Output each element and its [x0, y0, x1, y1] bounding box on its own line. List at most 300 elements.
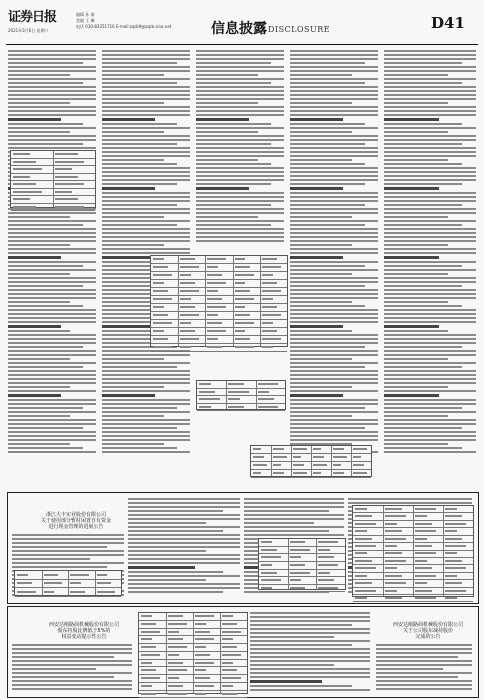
- table-cell: [180, 322, 191, 324]
- table-cell: [353, 448, 367, 450]
- table-cell: [153, 266, 168, 268]
- text-line: [384, 346, 462, 348]
- text-line: [290, 403, 378, 405]
- text-line: [290, 200, 378, 202]
- text-line: [290, 386, 352, 388]
- text-line: [384, 78, 476, 80]
- text-line: [384, 102, 448, 104]
- text-line: [102, 94, 190, 96]
- text-line: [290, 86, 378, 88]
- text-line: [290, 58, 378, 60]
- text-line: [290, 427, 365, 429]
- text-line: [12, 538, 124, 540]
- text-line: [376, 668, 443, 670]
- text-line: [384, 261, 476, 263]
- text-line: [290, 431, 378, 433]
- table-cell: [385, 538, 406, 540]
- text-line: [384, 451, 476, 453]
- table-cell: [17, 591, 36, 593]
- text-line: [290, 208, 378, 210]
- text-line: [128, 558, 240, 560]
- table-cell: [195, 693, 206, 695]
- text-line: [196, 192, 284, 194]
- text-line: [384, 143, 462, 145]
- text-line: [384, 378, 476, 380]
- table-cell: [44, 574, 59, 576]
- text-line: [384, 179, 476, 181]
- table-cell: [195, 669, 206, 671]
- table-row: [151, 280, 287, 288]
- text-line: [8, 366, 83, 368]
- text-line: [384, 394, 439, 397]
- table-cell: [262, 290, 281, 292]
- table-divider: [226, 381, 227, 409]
- text-line: [250, 644, 352, 646]
- text-line: [290, 293, 378, 295]
- table-cell: [262, 322, 273, 324]
- table-cell: [290, 541, 306, 543]
- table-cell: [385, 508, 402, 510]
- text-line: [290, 82, 365, 84]
- dateline: 2021年3月6日 星期六: [8, 28, 49, 33]
- text-line: [102, 183, 177, 185]
- text-line: [384, 187, 439, 190]
- text-line: [196, 212, 284, 214]
- table-cell: [207, 298, 222, 300]
- text-line: [290, 411, 378, 413]
- text-line: [8, 321, 96, 323]
- table-cell: [313, 448, 321, 450]
- text-line: [384, 74, 448, 76]
- text-line: [102, 187, 155, 190]
- text-line: [8, 94, 96, 96]
- text-line: [102, 256, 155, 259]
- text-line: [196, 58, 284, 60]
- table-divider: [233, 256, 234, 346]
- editor-line-2: 美编 王 琳: [76, 18, 95, 23]
- text-line: [384, 90, 476, 92]
- text-line: [8, 439, 96, 441]
- text-line: [290, 147, 378, 149]
- text-line: [8, 346, 83, 348]
- text-line: [290, 70, 378, 72]
- text-line: [290, 224, 365, 226]
- text-line: [12, 660, 132, 662]
- text-line: [196, 110, 284, 112]
- text-line: [290, 370, 378, 372]
- table-cell: [195, 631, 210, 633]
- text-line: [384, 289, 476, 291]
- text-line: [102, 386, 164, 388]
- text-line: [290, 317, 378, 319]
- table-cell: [385, 552, 402, 554]
- text-line: [196, 216, 258, 218]
- table-cell: [195, 615, 214, 617]
- table-cell: [235, 314, 250, 316]
- text-line: [196, 62, 271, 64]
- text-line: [12, 668, 96, 670]
- table-row: [151, 328, 287, 336]
- text-line: [102, 163, 177, 165]
- table-divider: [220, 613, 221, 693]
- text-line: [290, 94, 378, 96]
- text-line: [290, 261, 378, 263]
- text-line: [250, 624, 352, 626]
- text-line: [290, 143, 365, 145]
- text-line: [102, 394, 155, 397]
- text-line: [12, 542, 124, 544]
- table-cell: [180, 314, 199, 316]
- announcement-2-line-3: 权益变动提示性公告: [61, 634, 107, 640]
- text-line: [128, 506, 240, 508]
- text-line: [290, 78, 378, 80]
- text-line: [8, 62, 83, 64]
- text-line: [102, 123, 177, 125]
- text-line: [290, 269, 378, 271]
- text-line: [102, 415, 164, 417]
- section-title: 信息披露: [211, 21, 267, 37]
- text-line: [384, 220, 476, 222]
- table-cell: [290, 587, 306, 589]
- text-line: [196, 94, 284, 96]
- text-line: [384, 334, 476, 336]
- text-line: [384, 62, 462, 64]
- table-cell: [55, 191, 72, 193]
- text-line: [290, 325, 343, 328]
- text-line: [290, 123, 365, 125]
- text-line: [290, 354, 378, 356]
- text-line: [290, 407, 365, 409]
- text-line: [8, 224, 83, 226]
- table-cell: [262, 314, 281, 316]
- text-line: [250, 636, 334, 638]
- text-line: [384, 297, 476, 299]
- text-line: [376, 680, 472, 682]
- text-line: [102, 118, 155, 121]
- text-line: [384, 447, 462, 449]
- text-line: [384, 309, 476, 311]
- table-cell: [353, 456, 361, 458]
- text-line: [290, 216, 352, 218]
- table-cell: [13, 176, 30, 178]
- table-row: [259, 562, 345, 570]
- text-line: [384, 273, 448, 275]
- text-line: [102, 378, 190, 380]
- table-cell: [222, 654, 241, 656]
- text-line: [8, 228, 96, 230]
- table-cell: [333, 448, 344, 450]
- text-line: [8, 135, 96, 137]
- table-cell: [293, 456, 301, 458]
- text-line: [250, 685, 352, 687]
- table-row: [197, 404, 285, 412]
- table-cell: [235, 282, 246, 284]
- text-line: [12, 680, 132, 682]
- text-line: [196, 236, 284, 238]
- text-line: [384, 82, 462, 84]
- text-line: [290, 244, 352, 246]
- text-line: [12, 676, 114, 678]
- text-line: [384, 443, 448, 445]
- text-line: [102, 407, 177, 409]
- text-line: [376, 664, 472, 666]
- table-cell: [13, 198, 30, 200]
- text-line: [102, 443, 164, 445]
- table-row: [259, 570, 345, 578]
- text-line: [128, 583, 240, 585]
- text-line: [376, 660, 472, 662]
- text-line: [250, 620, 370, 622]
- text-line: [384, 244, 448, 246]
- text-line: [8, 407, 83, 409]
- text-line: [12, 566, 107, 568]
- upper-table-3: [196, 380, 286, 410]
- table-cell: [207, 266, 218, 268]
- text-line: [384, 114, 476, 116]
- table-cell: [235, 306, 246, 308]
- table-cell: [13, 161, 36, 163]
- text-line: [196, 86, 284, 88]
- table-cell: [207, 322, 222, 324]
- table-cell: [445, 523, 466, 525]
- text-line: [384, 431, 476, 433]
- table-divider: [256, 381, 257, 409]
- text-line: [196, 131, 258, 133]
- table-cell: [207, 314, 218, 316]
- text-line: [290, 54, 378, 56]
- text-line: [196, 54, 284, 56]
- text-line: [102, 252, 190, 254]
- text-line: [290, 309, 378, 311]
- text-line: [102, 110, 190, 112]
- table-cell: [180, 290, 199, 292]
- table-cell: [355, 530, 367, 532]
- text-line: [8, 431, 96, 433]
- text-line: [290, 179, 378, 181]
- table-cell: [222, 669, 237, 671]
- text-line: [12, 652, 132, 654]
- table-cell: [153, 282, 164, 284]
- table-cell: [262, 330, 277, 332]
- table-cell: [153, 314, 168, 316]
- text-line: [12, 684, 132, 686]
- text-line: [102, 208, 190, 210]
- table-cell: [153, 258, 164, 260]
- text-line: [290, 196, 378, 198]
- text-line: [384, 390, 476, 392]
- table-divider: [311, 446, 312, 476]
- text-line: [196, 135, 284, 137]
- table-cell: [445, 567, 466, 569]
- text-line: [128, 566, 195, 569]
- text-line: [250, 680, 322, 683]
- table-cell: [318, 587, 338, 589]
- text-line: [102, 106, 190, 108]
- text-line: [8, 370, 96, 372]
- text-line: [250, 632, 370, 634]
- text-line: [12, 554, 124, 556]
- table-cell: [415, 597, 436, 599]
- text-line: [196, 90, 284, 92]
- text-line: [8, 301, 70, 303]
- text-line: [196, 171, 284, 173]
- table-cell: [195, 623, 206, 625]
- text-line: [384, 147, 476, 149]
- text-line: [290, 362, 378, 364]
- middle-table-3: [352, 505, 474, 597]
- table-cell: [385, 530, 402, 532]
- table-cell: [261, 549, 277, 551]
- table-cell: [17, 574, 28, 576]
- table-cell: [141, 669, 156, 671]
- table-cell: [290, 549, 310, 551]
- table-divider: [166, 613, 167, 693]
- table-cell: [385, 515, 406, 517]
- text-line: [196, 82, 271, 84]
- text-line: [384, 175, 476, 177]
- table-cell: [13, 183, 36, 185]
- text-line: [102, 82, 177, 84]
- table-cell: [207, 338, 218, 340]
- table-cell: [290, 564, 306, 566]
- table-cell: [222, 693, 237, 695]
- table-cell: [262, 346, 273, 348]
- text-line: [8, 232, 96, 234]
- table-cell: [445, 552, 457, 554]
- text-line: [290, 248, 378, 250]
- text-line: [8, 362, 96, 364]
- text-line: [102, 325, 155, 328]
- table-cell: [445, 560, 462, 562]
- text-line: [8, 325, 61, 328]
- text-line: [290, 102, 352, 104]
- table-cell: [253, 448, 261, 450]
- text-line: [290, 338, 378, 340]
- table-cell: [180, 298, 191, 300]
- table-cell: [258, 391, 270, 393]
- text-line: [8, 317, 96, 319]
- text-line: [196, 167, 284, 169]
- text-line: [384, 204, 462, 206]
- table-cell: [385, 567, 397, 569]
- text-line: [196, 143, 271, 145]
- table-cell: [180, 346, 191, 348]
- text-line: [102, 390, 190, 392]
- table-row: [197, 396, 285, 404]
- text-line: [384, 131, 448, 133]
- text-line: [8, 50, 96, 52]
- text-line: [196, 70, 284, 72]
- table-cell: [385, 582, 406, 584]
- upper-table-4: [250, 445, 372, 477]
- table-cell: [207, 274, 222, 276]
- text-line: [290, 163, 365, 165]
- text-line: [102, 192, 190, 194]
- text-line: [102, 362, 190, 364]
- announcement-title-1: [28, 512, 124, 530]
- text-line: [8, 386, 70, 388]
- table-cell: [415, 575, 436, 577]
- text-line: [290, 265, 365, 267]
- text-line: [8, 313, 96, 315]
- table-cell: [141, 685, 152, 687]
- text-line: [384, 212, 476, 214]
- table-row: [259, 585, 345, 593]
- table-cell: [153, 338, 168, 340]
- text-line: [102, 102, 164, 104]
- table-cell: [293, 448, 307, 450]
- text-line: [102, 147, 190, 149]
- text-line: [196, 224, 271, 226]
- table-cell: [235, 338, 250, 340]
- text-line: [8, 415, 70, 417]
- text-line: [102, 114, 190, 116]
- bottom-column-3: [376, 644, 472, 692]
- text-line: [8, 212, 96, 214]
- table-cell: [262, 338, 281, 340]
- text-line: [8, 216, 70, 218]
- text-line: [196, 78, 284, 80]
- table-row: [197, 389, 285, 397]
- announcement-title-3: [380, 622, 476, 640]
- text-line: [290, 187, 343, 190]
- text-line: [8, 342, 96, 344]
- text-line: [290, 394, 343, 397]
- middle-table-2: [258, 538, 346, 590]
- table-row: [259, 554, 345, 562]
- table-cell: [168, 693, 187, 695]
- table-cell: [199, 391, 215, 393]
- table-cell: [222, 638, 233, 640]
- table-cell: [168, 677, 179, 679]
- text-line: [384, 50, 476, 52]
- text-line: [12, 656, 114, 658]
- text-line: [384, 399, 476, 401]
- text-line: [244, 510, 329, 512]
- text-line: [290, 192, 378, 194]
- table-cell: [415, 560, 427, 562]
- table-cell: [261, 579, 281, 581]
- text-line: [290, 139, 378, 141]
- text-line: [384, 159, 448, 161]
- text-line: [8, 273, 70, 275]
- text-line: [290, 131, 352, 133]
- text-line: [8, 98, 96, 100]
- text-line: [384, 240, 476, 242]
- text-line: [244, 502, 344, 504]
- text-line: [102, 50, 190, 52]
- text-line: [8, 403, 96, 405]
- text-line: [290, 236, 378, 238]
- text-line: [250, 672, 370, 674]
- text-line: [384, 110, 476, 112]
- table-cell: [318, 572, 329, 574]
- table-cell: [180, 258, 195, 260]
- table-cell: [235, 346, 254, 348]
- text-line: [102, 382, 190, 384]
- table-cell: [318, 549, 329, 551]
- announcement-3-line-2: 关于公司股东减持股份: [402, 628, 453, 634]
- text-line: [8, 110, 96, 112]
- text-line: [102, 370, 190, 372]
- text-line: [290, 155, 378, 157]
- text-line: [384, 439, 476, 441]
- table-divider: [351, 446, 352, 476]
- text-line: [8, 131, 70, 133]
- text-line: [8, 411, 96, 413]
- text-line: [384, 183, 462, 185]
- text-line: [290, 220, 378, 222]
